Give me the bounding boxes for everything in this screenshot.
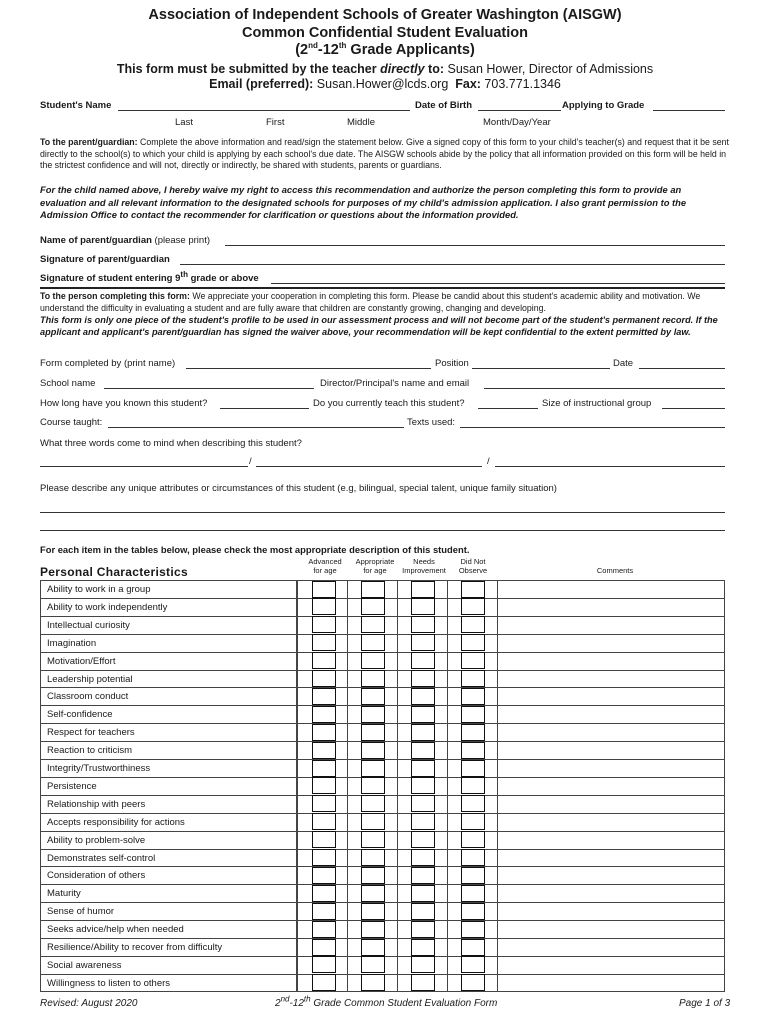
rating-checkbox[interactable] [411, 939, 435, 956]
slash-separator: / [249, 456, 252, 467]
rating-checkbox[interactable] [461, 688, 485, 705]
rating-checkbox[interactable] [411, 598, 435, 615]
rating-checkbox[interactable] [312, 581, 336, 598]
unique-attributes-line2[interactable] [40, 530, 725, 531]
parent-signature-field[interactable] [180, 264, 725, 265]
date-field[interactable] [639, 368, 725, 369]
rating-checkbox[interactable] [411, 867, 435, 884]
dob-label: Date of Birth [415, 100, 472, 111]
page-number: Page 1 of 3 [679, 998, 731, 1009]
table-row-label: Persistence [40, 777, 297, 795]
texts-used-field[interactable] [460, 427, 725, 428]
rating-checkbox[interactable] [361, 581, 385, 598]
unique-attributes-label: Please describe any unique attributes or circumstances of this student (e.g, bilingual, special talent, unique family situation) [40, 483, 557, 494]
rating-checkbox[interactable] [312, 831, 336, 848]
word-two-field[interactable] [256, 466, 482, 467]
table-row-label: Intellectual curiosity [40, 616, 297, 634]
rating-checkbox[interactable] [361, 795, 385, 812]
table-column-divider [397, 580, 398, 992]
rating-checkbox[interactable] [361, 724, 385, 741]
rating-checkbox[interactable] [461, 724, 485, 741]
unique-attributes-line1[interactable] [40, 512, 725, 513]
slash-separator: / [487, 456, 490, 467]
word-one-field[interactable] [40, 466, 248, 467]
rating-checkbox[interactable] [461, 760, 485, 777]
date-label: Date [613, 358, 634, 369]
rating-checkbox[interactable] [312, 956, 336, 973]
rating-checkbox[interactable] [361, 885, 385, 902]
form-title-line2: Common Confidential Student Evaluation [242, 25, 528, 41]
table-row-label: Willingness to listen to others [40, 974, 297, 992]
rating-checkbox[interactable] [411, 742, 435, 759]
table-column-divider [497, 580, 498, 992]
table-row-label: Ability to problem-solve [40, 831, 297, 849]
rating-checkbox[interactable] [361, 616, 385, 633]
table-row-label: Respect for teachers [40, 723, 297, 741]
column-header-did-not-observe: Did Not Observe [458, 557, 488, 575]
three-words-label: What three words come to mind when describing this student? [40, 438, 302, 449]
rating-checkbox[interactable] [361, 742, 385, 759]
table-row-label: Demonstrates self-control [40, 849, 297, 867]
rating-checkbox[interactable] [411, 831, 435, 848]
rating-checkbox[interactable] [361, 921, 385, 938]
rating-checkbox[interactable] [312, 706, 336, 723]
rating-checkbox[interactable] [312, 742, 336, 759]
rating-checkbox[interactable] [461, 831, 485, 848]
rating-checkbox[interactable] [361, 634, 385, 651]
rating-checkbox[interactable] [361, 903, 385, 920]
submission-instruction: This form must be submitted by the teacher directly to: Susan Hower, Director of Admissions [116, 62, 654, 76]
rating-checkbox[interactable] [312, 598, 336, 615]
rating-checkbox[interactable] [361, 813, 385, 830]
rating-checkbox[interactable] [361, 706, 385, 723]
middle-name-caption: Middle [347, 117, 375, 128]
form-title-line3: (2nd-12th Grade Applicants) [295, 41, 475, 58]
course-taught-field[interactable] [108, 427, 404, 428]
rating-checkbox[interactable] [312, 777, 336, 794]
rating-checkbox[interactable] [312, 939, 336, 956]
rating-checkbox[interactable] [361, 956, 385, 973]
dob-field[interactable] [478, 110, 561, 111]
rating-checkbox[interactable] [461, 616, 485, 633]
rating-checkbox[interactable] [411, 974, 435, 991]
rating-checkbox[interactable] [361, 670, 385, 687]
rating-checkbox[interactable] [361, 760, 385, 777]
last-name-caption: Last [175, 117, 193, 128]
table-row-label: Reaction to criticism [40, 741, 297, 759]
school-name-label: School name [40, 378, 96, 389]
rating-checkbox[interactable] [461, 885, 485, 902]
rating-checkbox[interactable] [312, 688, 336, 705]
rating-checkbox[interactable] [411, 616, 435, 633]
texts-used-label: Texts used: [407, 417, 456, 428]
table-row-label: Consideration of others [40, 866, 297, 884]
rating-checkbox[interactable] [461, 634, 485, 651]
table-column-divider [447, 580, 448, 992]
column-header-advanced: Advanced for age [308, 557, 342, 575]
student-name-label: Student's Name [40, 100, 112, 111]
table-row-label: Self-confidence [40, 705, 297, 723]
known-duration-label: How long have you known this student? [40, 398, 208, 409]
rating-checkbox[interactable] [361, 849, 385, 866]
rating-checkbox[interactable] [312, 903, 336, 920]
student-signature-field[interactable] [271, 283, 725, 284]
rating-checkbox[interactable] [461, 742, 485, 759]
rating-checkbox[interactable] [411, 849, 435, 866]
director-field[interactable] [484, 388, 725, 389]
rating-checkbox[interactable] [312, 634, 336, 651]
parent-name-label: Name of parent/guardian (please print) [40, 235, 211, 246]
rating-checkbox[interactable] [411, 921, 435, 938]
form-title-line1: Association of Independent Schools of Greater Washington (AISGW) [148, 7, 622, 23]
table-row-label: Relationship with peers [40, 795, 297, 813]
rating-checkbox[interactable] [461, 581, 485, 598]
submission-contact: Email (preferred): Susan.Hower@lcds.org Fax: 703.771.1346 [209, 77, 561, 91]
rating-checkbox[interactable] [312, 760, 336, 777]
rating-checkbox[interactable] [361, 688, 385, 705]
student-signature-label: Signature of student entering 9th grade or above [40, 269, 259, 284]
completed-by-label: Form completed by (print name) [40, 358, 176, 369]
rating-checkbox[interactable] [361, 939, 385, 956]
rating-checkbox[interactable] [411, 777, 435, 794]
column-header-needs-improvement: Needs Improvement [402, 557, 446, 575]
dob-format-caption: Month/Day/Year [483, 117, 551, 128]
rating-checkbox[interactable] [461, 598, 485, 615]
rating-checkbox[interactable] [411, 688, 435, 705]
table-row-label: Motivation/Effort [40, 652, 297, 670]
table-column-divider [297, 580, 298, 992]
currently-teach-field[interactable] [478, 408, 538, 409]
table-row-label: Leadership potential [40, 670, 297, 688]
teacher-instructions: To the person completing this form: We appreciate your cooperation in completing this form. Please be candid about this student's academic ability and motivation. We understand the difficulty in evaluating a student and are fully aware that children are constantly growing, changing and developing. [40, 291, 701, 313]
rating-checkbox[interactable] [411, 724, 435, 741]
rating-checkbox[interactable] [461, 956, 485, 973]
rating-checkbox[interactable] [411, 903, 435, 920]
rating-checkbox[interactable] [361, 652, 385, 669]
grade-field[interactable] [653, 110, 725, 111]
table-row-label: Imagination [40, 634, 297, 652]
rating-checkbox[interactable] [461, 974, 485, 991]
table-row-label: Classroom conduct [40, 687, 297, 705]
rating-checkbox[interactable] [312, 813, 336, 830]
rating-checkbox[interactable] [411, 652, 435, 669]
rating-checkbox[interactable] [312, 795, 336, 812]
column-header-comments: Comments [596, 566, 634, 575]
table-row-label: Maturity [40, 884, 297, 902]
school-name-field[interactable] [104, 388, 314, 389]
rating-checkbox[interactable] [312, 885, 336, 902]
rating-checkbox[interactable] [411, 634, 435, 651]
rating-checkbox[interactable] [411, 795, 435, 812]
parent-name-field[interactable] [225, 245, 725, 246]
rating-checkbox[interactable] [312, 867, 336, 884]
rating-checkbox[interactable] [411, 706, 435, 723]
column-header-appropriate: Appropriate for age [355, 557, 395, 575]
rating-checkbox[interactable] [361, 867, 385, 884]
rating-checkbox[interactable] [312, 849, 336, 866]
rating-checkbox[interactable] [312, 974, 336, 991]
table-instruction: For each item in the tables below, please check the most appropriate description of this student. [40, 544, 470, 555]
rating-checkbox[interactable] [461, 795, 485, 812]
table-row-label: Ability to work in a group [40, 580, 297, 598]
director-label: Director/Principal's name and email [320, 378, 470, 389]
section-divider [40, 287, 725, 289]
rating-checkbox[interactable] [461, 867, 485, 884]
rating-checkbox[interactable] [461, 939, 485, 956]
rating-checkbox[interactable] [312, 724, 336, 741]
rating-checkbox[interactable] [461, 706, 485, 723]
completed-by-field[interactable] [186, 368, 431, 369]
rating-checkbox[interactable] [411, 760, 435, 777]
rating-checkbox[interactable] [461, 849, 485, 866]
rating-checkbox[interactable] [411, 581, 435, 598]
grade-label: Applying to Grade [562, 100, 645, 111]
parent-signature-label: Signature of parent/guardian [40, 254, 170, 265]
position-field[interactable] [472, 368, 610, 369]
rating-checkbox[interactable] [312, 921, 336, 938]
table-row-label: Social awareness [40, 956, 297, 974]
rating-checkbox[interactable] [411, 670, 435, 687]
confidentiality-statement: This form is only one piece of the student's profile to be used in our assessment process and will not become part of the student's permanent record. If the applicant and applicant's parent/guardian has signed the waiver above, your recommendation will be kept confidential to the extent permitted by law. [40, 315, 718, 337]
student-name-field[interactable] [118, 110, 410, 111]
footer-form-name: 2nd-12th Grade Common Student Evaluation Form [275, 994, 498, 1009]
rating-checkbox[interactable] [411, 813, 435, 830]
rating-checkbox[interactable] [461, 903, 485, 920]
rating-checkbox[interactable] [361, 598, 385, 615]
currently-teach-label: Do you currently teach this student? [313, 398, 465, 409]
rating-checkbox[interactable] [312, 652, 336, 669]
word-three-field[interactable] [495, 466, 725, 467]
rating-checkbox[interactable] [461, 777, 485, 794]
waiver-statement: For the child named above, I hereby waive my right to access this recommendation and authorize the person completing this form to provide an evaluation and all relevant information to the designated schools for purposes of my child's admission application. I also grant permission to the Admission Office to contact the recommender for clarification or questions about the information provided. [40, 184, 687, 221]
rating-checkbox[interactable] [312, 670, 336, 687]
rating-checkbox[interactable] [461, 670, 485, 687]
table-row-label: Integrity/Trustworthiness [40, 759, 297, 777]
group-size-label: Size of instructional group [542, 398, 652, 409]
rating-checkbox[interactable] [411, 885, 435, 902]
table-title: Personal Characteristics [40, 565, 188, 579]
rating-checkbox[interactable] [461, 921, 485, 938]
rating-checkbox[interactable] [461, 813, 485, 830]
table-row-label: Accepts responsibility for actions [40, 813, 297, 831]
table-column-divider [347, 580, 348, 992]
table-row-label: Sense of humor [40, 902, 297, 920]
table-row-label: Seeks advice/help when needed [40, 920, 297, 938]
rating-checkbox[interactable] [461, 652, 485, 669]
course-taught-label: Course taught: [40, 417, 103, 428]
rating-checkbox[interactable] [411, 956, 435, 973]
rating-checkbox[interactable] [361, 974, 385, 991]
rating-checkbox[interactable] [361, 831, 385, 848]
position-label: Position [435, 358, 469, 369]
table-row-label: Ability to work independently [40, 598, 297, 616]
revision-date: Revised: August 2020 [40, 998, 138, 1009]
rating-checkbox[interactable] [361, 777, 385, 794]
parent-instructions: To the parent/guardian: Complete the above information and read/sign the statement below. Give a signed copy of this form to your child's teacher(s) and request that it be sent directly to the school(s) to which your child is applying by each school's due date. The AISGW schools abide by the policy that all information provided on this form will be held in the strictest confidence and will not, directly or indirectly, be shared with students, parents or guardians. [40, 137, 729, 171]
first-name-caption: First [266, 117, 285, 128]
rating-checkbox[interactable] [312, 616, 336, 633]
group-size-field[interactable] [662, 408, 725, 409]
table-row-label: Resilience/Ability to recover from difficulty [40, 938, 297, 956]
known-duration-field[interactable] [220, 408, 309, 409]
